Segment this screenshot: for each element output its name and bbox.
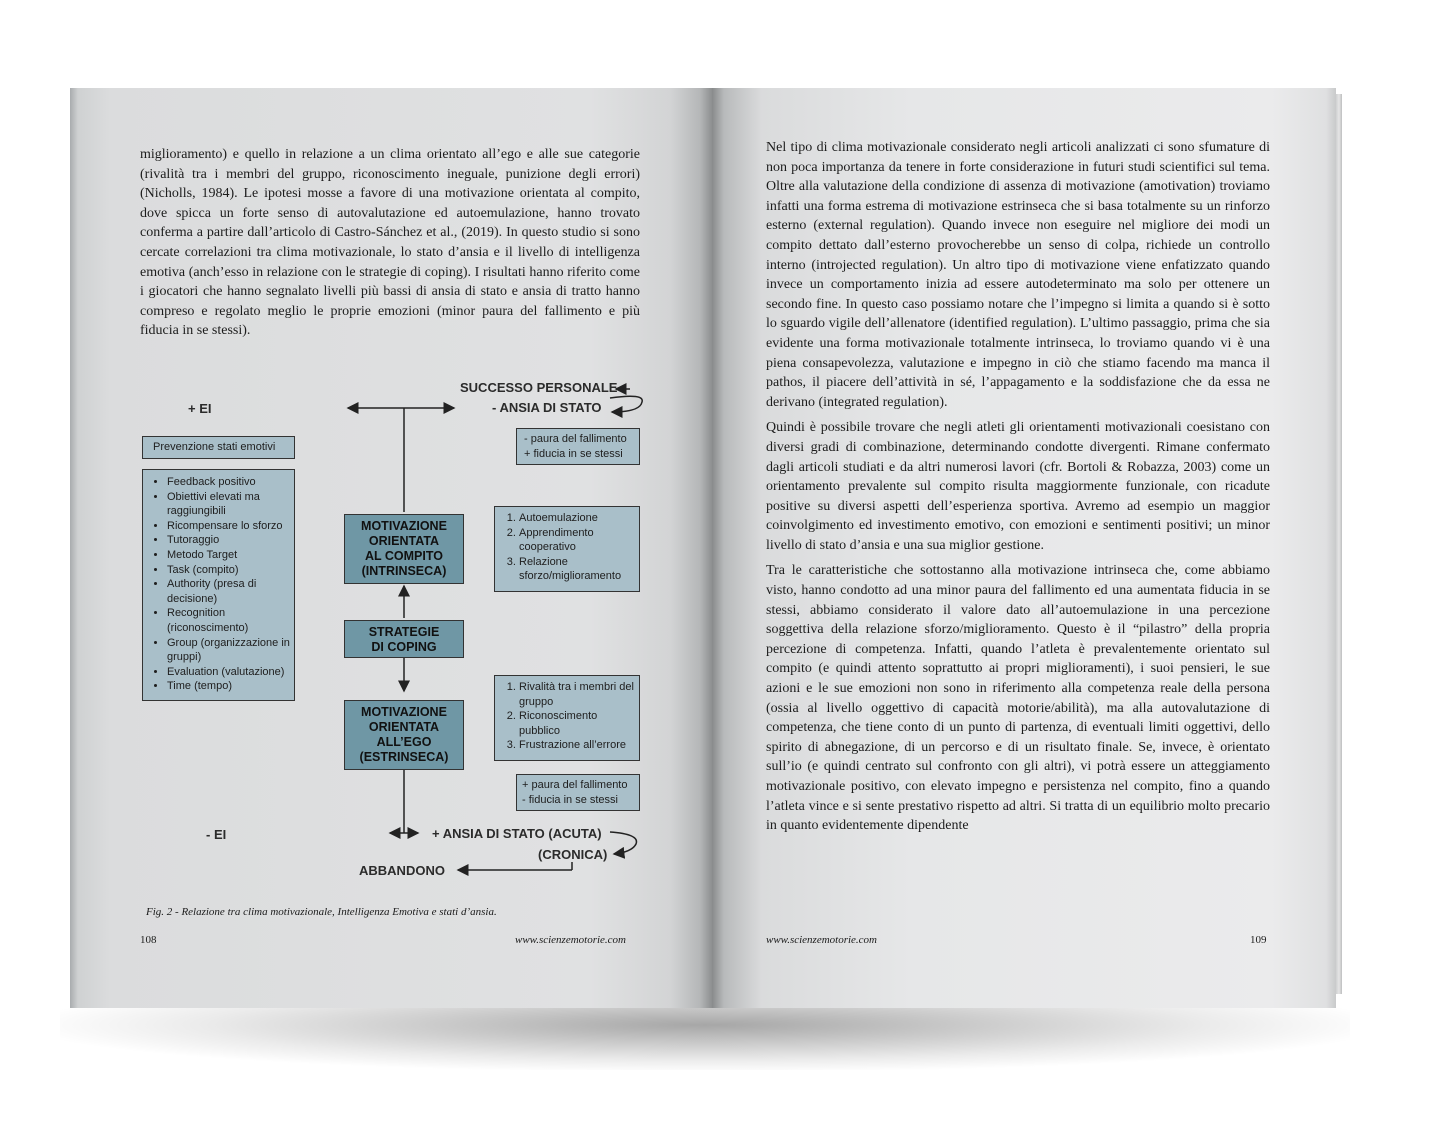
right-paragraph-1: Nel tipo di clima motivazionale considerato negli articoli analizzati ci sono sfumature di non poca importanza da tenere in forte considerazione in futuri studi scientifici sul tema. Oltre alla valutazione della condizione di assenza di motivazione (amotivation) troviamo infatti una forma estrema di motivazione estrinseca che si basa totalmente su un rinforzo esterno (external regulation). Quando invece non eseguire nel migliore dei modi un compito dettato dall’esterno provocherebbe un senso di colpa, richiede un controllo interno (introjected regulation). Un altro tipo di motivazione viene enfatizzato quando invece un comportamento inizia ad essere autodeterminato ma solo per ottenere un secondo fine. In questo caso possiamo notare che l’impegno si limita a quando si è sotto lo sguardo vigile dell’allenatore (identified regulation). L’ultimo passaggio, prima che sia evidente una forma motivazionale totalmente intrinseca, lo troviamo quando vi è una piena consapevolezza, valutazione e impegno in ciò che stiamo facendo ma manca il pathos, il piacere dell’attività in sé, l’appagamento e la soddisfazione che da essa ne derivano (integrated regulation). xyxy=(766,140,1270,410)
fear-bottom-box xyxy=(516,774,640,811)
fear-top-box xyxy=(516,428,640,465)
motivation-diagram xyxy=(70,88,712,1008)
fear-bottom-line-2: - fiducia in se stessi xyxy=(522,793,618,806)
coping-line-2: DI COPING xyxy=(371,640,437,654)
abandon-label: ABBANDONO xyxy=(359,863,445,878)
task-list-box xyxy=(494,506,640,592)
ego-motivation-box xyxy=(344,700,464,770)
prevention-item: • Group (organizzazione in gruppi) xyxy=(167,636,290,665)
task-line-4: (INTRINSECA) xyxy=(361,564,447,578)
prevention-item: • Tutoraggio xyxy=(167,533,290,548)
prevention-list xyxy=(143,470,294,694)
plus-ei-label: + EI xyxy=(188,401,212,416)
curve-success xyxy=(610,396,642,412)
task-list-item: 3. Relazione sforzo/miglioramento xyxy=(519,555,635,584)
figure-caption: Fig. 2 - Relazione tra clima motivazionale, Intelligenza Emotiva e stati d’ansia. xyxy=(146,906,497,918)
prevention-title-box xyxy=(142,436,295,459)
curve-anxiety xyxy=(610,832,636,854)
prevention-item: • Ricompensare lo sforzo xyxy=(167,519,290,534)
right-paragraph-3: Tra le caratteristiche che sottostanno alla motivazione intrinseca che, come abbiamo visto, hanno condotto ad una minor paura del fallimento ed una aumentata fiducia in se stessi, abbiamo considerato il valore dato all’autoemulazione in una percezione soggettiva della relazione sforzo/miglioramento. Questo è il “pilastro” della propria percezione di competenza. Infatti, quando l’atleta è prevalentemente orientato sul compito (e quindi attento soprattutto ai propri miglioramenti), i suoi pensieri, le sue azioni e le sue emozioni non sono in riferimento alla competenza reale della persona (ossia al livello oggettivo di capacità motorie/abilità), ma alla autovalutazione di competenza, che tiene conto di un punto di partenza, di eventuali limiti oggettivi, dello spirito di abnegazione, di un percorso e di un risultato finale. Se, invece, è orientato sull’io (e quindi centrato sul confronto con gli altri), vi potrà essere un atteggiamento motivazionale positivo, con elevato impegno e persistenza nel compito, fino a quando l’atleta vince e si sente prestativo rispetto ad altri. Si tratta di un equilibrio molto precario in quanto evidentemente dipendente xyxy=(766,563,1270,834)
prevention-item: • Evaluation (valutazione) xyxy=(167,665,290,680)
right-footer-url: www.scienzemotorie.com xyxy=(766,934,878,946)
task-list-item: 2. Apprendimento cooperativo xyxy=(519,526,635,555)
minus-ei-label: - EI xyxy=(206,827,227,842)
success-label: SUCCESSO PERSONALE xyxy=(460,380,618,395)
task-list xyxy=(495,507,639,584)
left-paragraph: miglioramento) e quello in relazione a un clima orientato all’ego e alle sue categorie (rivalità tra i membri del gruppo, riconoscimento ineguale, punizione degli errori) (Nicholls, 1984). Le ipotesi mosse a favore di una motivazione orientata al compito, dove spicca un forte senso di autovalutazione ed autoemulazione, hanno trovato conferma a partire dall’articolo di Castro-Sánchez et al., (2019). In questo studio si sono cercate correlazioni tra clima motivazionale, lo stato d’ansia e il livello di intelligenza emotiva (anch’esso in relazione con le strategie di coping). I risultati hanno riferito come i giocatori che hanno segnalato livelli più bassi di ansia di stato e ansia di tratto hanno compreso e regolato meglio le proprie emozioni (minor paura del fallimento e più fiducia in se stessi). xyxy=(140,147,640,339)
ego-list-item: 3. Frustrazione all’errore xyxy=(519,738,635,753)
fear-top-line-2: + fiducia in se stessi xyxy=(524,447,623,460)
task-line-3: AL COMPITO xyxy=(364,549,443,563)
task-list-item: 1. Autoemulazione xyxy=(519,511,635,526)
task-line-2: ORIENTATA xyxy=(368,534,440,548)
prevention-item: • Time (tempo) xyxy=(167,679,290,694)
left-footer-url: www.scienzemotorie.com xyxy=(515,934,627,946)
prevention-item: • Recognition (riconoscimento) xyxy=(167,606,290,635)
ego-list-item: 1. Rivalità tra i membri del gruppo xyxy=(519,680,635,709)
task-motivation-box xyxy=(344,514,464,584)
right-page-number: 109 xyxy=(1250,934,1267,946)
prevention-list-box xyxy=(142,469,295,701)
ego-line-4: (ESTRINSECA) xyxy=(359,750,449,764)
prevention-item: • Task (compito) xyxy=(167,563,290,578)
ego-line-2: ORIENTATA xyxy=(368,720,440,734)
ego-list-box xyxy=(494,675,640,761)
prevention-item: • Metodo Target xyxy=(167,548,290,563)
prevention-title: Prevenzione stati emotivi xyxy=(153,441,276,453)
coping-line-1: STRATEGIE xyxy=(368,625,440,639)
coping-box xyxy=(344,620,464,658)
right-page xyxy=(712,88,1336,1008)
ego-line-1: MOTIVAZIONE xyxy=(361,705,447,719)
prevention-item: • Authority (presa di decisione) xyxy=(167,577,290,606)
right-body-text xyxy=(766,138,1270,836)
anxiety-acute-label: + ANSIA DI STATO (ACUTA) xyxy=(432,826,602,841)
state-anxiety-minus-label: - ANSIA DI STATO xyxy=(492,400,602,415)
task-line-1: MOTIVAZIONE xyxy=(361,519,447,533)
right-paragraph-2: Quindi è possibile trovare che negli atleti gli orientamenti motivazionali coesistano con diversi gradi di combinazione, determinando condotte divergenti. Rimane confermato dagli articoli studiati e da altri numerosi lavori (cfr. Bortoli & Robazza, 2003) come un orientamento prevalente sul compito risulta maggiormente funzionale, con ricadute positive su diversi aspetti dell’esperienza sportiva. Avremo ad esempio un maggior coinvolgimento ed investimento emotivo, con emozioni e sentimenti positivi; un minor livello di stato d’ansia e una sua miglior gestione. xyxy=(766,420,1270,553)
ego-line-3: ALL’EGO xyxy=(376,735,432,749)
left-page xyxy=(70,88,712,1008)
fear-bottom-line-1: + paura del fallimento xyxy=(522,779,628,791)
prevention-item: • Obiettivi elevati ma raggiungibili xyxy=(167,490,290,519)
left-page-number: 108 xyxy=(140,934,157,946)
ego-list xyxy=(495,676,639,753)
fear-top-line-1: - paura del fallimento xyxy=(524,433,627,445)
prevention-item: • Feedback positivo xyxy=(167,475,290,490)
ego-list-item: 2. Riconoscimento pubblico xyxy=(519,709,635,738)
anxiety-chronic-label: (CRONICA) xyxy=(538,847,608,862)
